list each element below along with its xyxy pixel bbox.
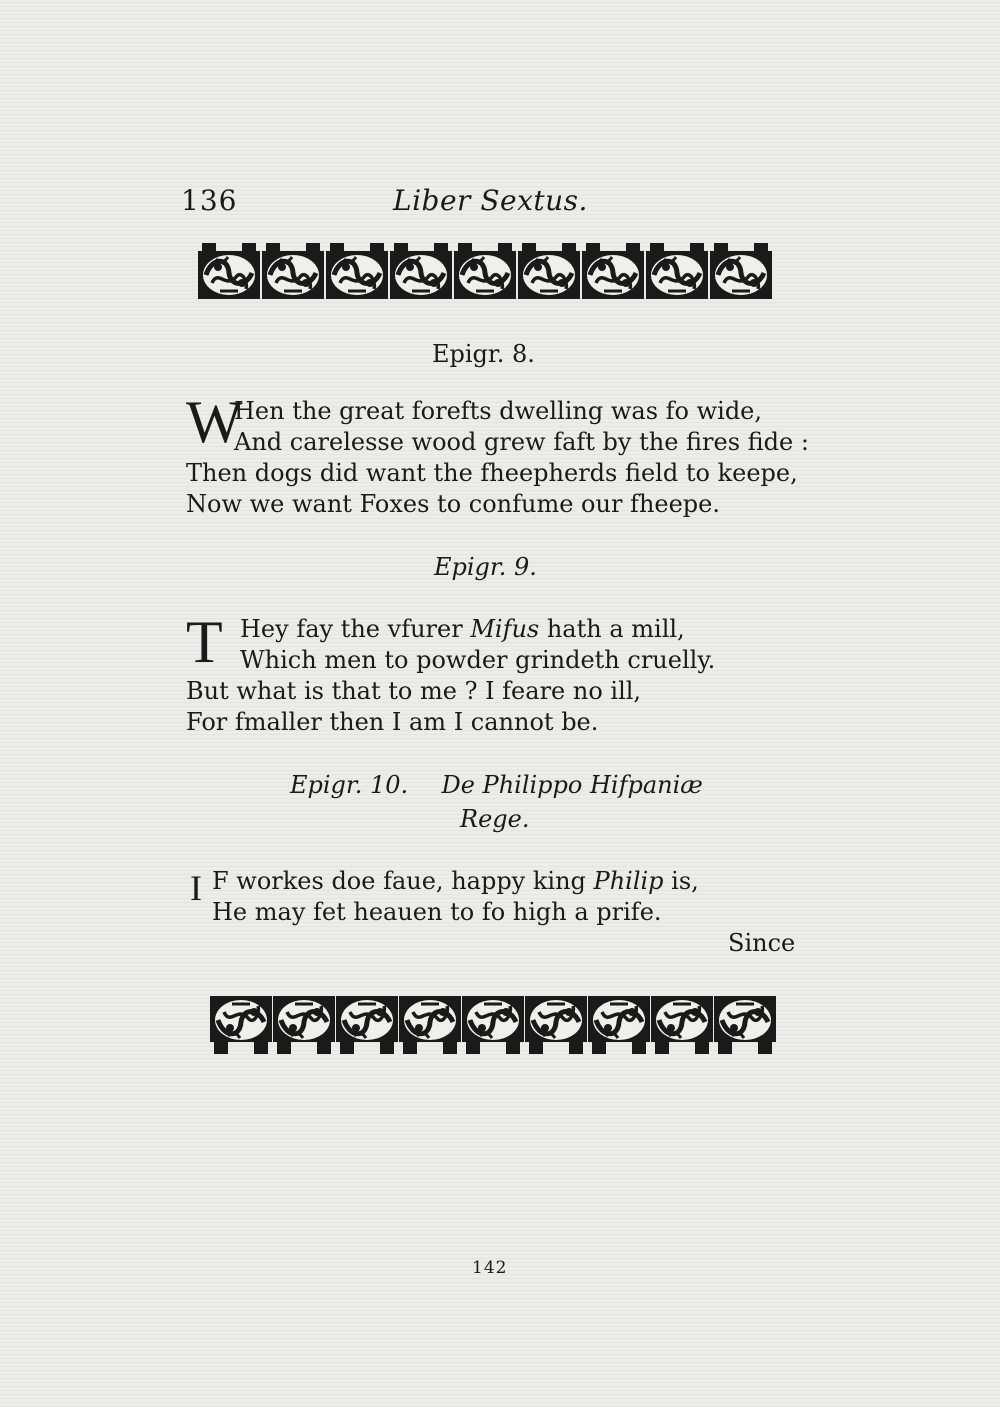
epigram-9-dropcap: T	[186, 609, 223, 675]
epigram-8-line-2: And carelesse wood grew faft by the fires fide :	[234, 428, 809, 456]
catchword: Since	[728, 929, 796, 957]
line-text: F workes doe faue, happy king	[212, 867, 594, 895]
epigram-9-heading: Epigr. 9.	[434, 553, 537, 581]
epigram-8-dropcap: W	[186, 389, 243, 455]
scroll-ornament-icon	[210, 996, 776, 1054]
name-philip: Philip	[593, 867, 664, 895]
epigram-10-title: De Philippo Hifpaniæ	[441, 771, 703, 799]
folio-number: 136	[181, 184, 238, 217]
epigram-8-line-1: Hen the great forefts dwelling was fo wide,	[234, 397, 763, 425]
line-text: Hey fay the vfurer	[240, 615, 471, 643]
page-number: 142	[472, 1258, 508, 1278]
epigram-8-heading: Epigr. 8.	[432, 340, 535, 368]
epigram-9-line-4: For fmaller then I am I cannot be.	[186, 708, 599, 736]
epigram-10-number: Epigr. 10.	[290, 771, 409, 799]
ornamental-headband	[198, 243, 773, 301]
ornamental-tailband	[210, 996, 776, 1054]
epigram-10-line-1	[212, 866, 699, 897]
epigram-10-heading	[290, 771, 703, 799]
scroll-ornament-icon	[198, 243, 773, 301]
epigram-8-line-4: Now we want Foxes to confume our fheepe.	[186, 490, 720, 518]
epigram-9-line-3: But what is that to me ? I feare no ill,	[186, 677, 642, 705]
epigram-9-line-1	[240, 614, 685, 645]
epigram-10-dropcap: I	[190, 868, 202, 908]
epigram-10-title-cont: Rege.	[460, 805, 530, 833]
line-text: is,	[663, 867, 699, 895]
epigram-10-line-2: He may fet heauen to fo high a prife.	[212, 898, 662, 926]
running-title: Liber Sextus.	[393, 184, 588, 217]
name-misus: Mifus	[470, 615, 540, 643]
epigram-9-line-2: Which men to powder grindeth cruelly.	[240, 646, 716, 674]
epigram-8-line-3: Then dogs did want the fheepherds field to keepe,	[186, 459, 798, 487]
line-text: hath a mill,	[539, 615, 685, 643]
